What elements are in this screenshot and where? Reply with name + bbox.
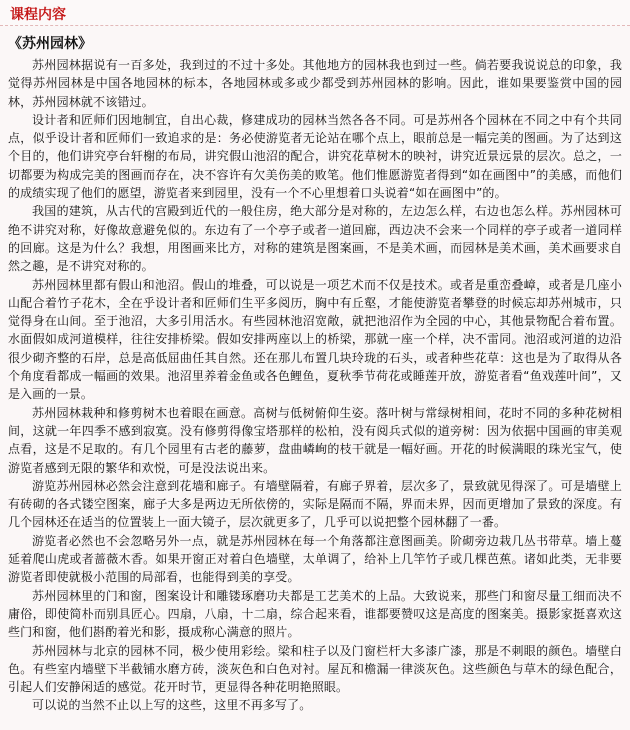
paragraph: 游览苏州园林必然会注意到花墙和廊子。有墙壁隔着，有廊子界着，层次多了，景致就见得深了。可是墙壁上有砖砌的各式镂空图案，廊子大多是两边无所依傍的，实际是隔而不隔，界而未界，因而更增加了景致的深度。有几个园林还在适当的位置装上一面大镜子，层次就更多了，几乎可以说把整个园林翻了一番。 xyxy=(8,478,622,530)
article xyxy=(0,26,630,715)
paragraph: 苏州园林里的门和窗，图案设计和雕镂琢磨功夫都是工艺美术的上品。大致说来，那些门和窗尽量工细而决不庸俗，即使简朴而别具匠心。四扇，八扇，十二扇，综合起来看，谁都要赞叹这是高度的图案美。摄影家挺喜欢这些门和窗，他们斟酌着光和影，摄成称心满意的照片。 xyxy=(8,588,622,640)
paragraph: 可以说的当然不止以上写的这些，这里不再多写了。 xyxy=(32,698,312,713)
paragraph: 设计者和匠师们因地制宜，自出心裁，修建成功的园林当然各各不同。可是苏州各个园林在不同之中有个共同点，似乎设计者和匠师们一致追求的是：务必使游览者无论站在哪个点上，眼前总是一幅完美的图画。为了达到这个目的，他们讲究亭台轩榭的布局，讲究假山池沼的配合，讲究花草树木的映衬，讲究近景远景的层次。总之，一切都要为构成完美的图画而存在，决不容许有欠美伤美的败笔。他们惟愿游览者得到“如在画图中”的美感，而他们的成绩实现了他们的愿望，游览者来到园里，没有一个不心里想着口头说着“如在画图中”的。 xyxy=(8,112,622,201)
paragraph: 苏州园林栽种和修剪树木也着眼在画意。高树与低树俯仰生姿。落叶树与常绿树相间，花时不同的多种花树相间，这就一年四季不感到寂寞。没有修剪得像宝塔那样的松柏，没有阅兵式似的道旁树：因为依据中国画的审美观点看，这是不足取的。有几个园里有古老的藤萝，盘曲嶙峋的枝干就是一幅好画。开花的时候满眼的珠光宝气，使游览者感到无限的繁华和欢悦，可是没法说出来。 xyxy=(8,405,622,475)
paragraph: 苏州园林据说有一百多处，我到过的不过十多处。其他地方的园林我也到过一些。倘若要我说说总的印象，我觉得苏州园林是中国各地园林的标本，各地园林或多或少都受到苏州园林的影响。因此，谁如果要鉴赏中国的园林，苏州园林就不该错过。 xyxy=(8,58,622,109)
paragraph: 苏州园林与北京的园林不同，极少使用彩绘。梁和柱子以及门窗栏杆大多漆广漆，那是不刺眼的颜色。墙壁白色。有些室内墙壁下半截铺水磨方砖，淡灰色和白色对衬。屋瓦和檐漏一律淡灰色。这些颜色与草木的绿色配合，引起人们安静闲适的感觉。花开时节，更显得各种花明艳照眼。 xyxy=(8,643,622,695)
paragraph: 我国的建筑，从古代的宫殿到近代的一般住房，绝大部分是对称的，左边怎么样，右边也怎么样。苏州园林可绝不讲究对称，好像故意避免似的。东边有了一个亭子或者一道回廊，西边决不会来一个同样的亭子或者一道同样的回廊。这是为什么？我想，用图画来比方，对称的建筑是图案画，不是美术画，而园林是美术画，美术画要求自然之趣，是不讲究对称的。 xyxy=(8,204,622,274)
article-title: 《苏州园林》 xyxy=(8,36,92,52)
paragraph: 苏州园林里都有假山和池沼。假山的堆叠，可以说是一项艺术而不仅是技术。或者是重峦叠嶂，或者是几座小山配合着竹子花木，全在乎设计者和匠师们生平多阅历，胸中有丘壑，才能使游览者攀登的时候忘却苏州城市，只觉得身在山间。至于池沼，大多引用活水。有些园林池沼宽敞，就把池沼作为全园的中心，其他景物配合着布置。水面假如成河道模样，往往安排桥梁。假如安排两座以上的桥梁，那就一座一个样，决不雷同。池沼或河道的边沿很少砌齐整的石岸，总是高低屈曲任其自然。还在那儿布置几块玲珑的石头，或者种些花草：这也是为了取得从各个角度看都成一幅画的效果。池沼里养着金鱼或各色鲤鱼，夏秋季节荷花或睡莲开放，游览者看“鱼戏莲叶间”，又是入画的一景。 xyxy=(8,277,622,402)
paragraph: 游览者必然也不会忽略另外一点，就是苏州园林在每一个角落都注意图画美。阶砌旁边栽几丛书带草。墙上蔓延着爬山虎或者蔷薇木香。如果开窗正对着白色墙壁，太单调了，给补上几竿竹子或几棵芭蕉。诸如此类，无非要游览者即使就极小范围的局部看，也能得到美的享受。 xyxy=(8,533,622,585)
section-header xyxy=(0,0,630,26)
section-title: 课程内容 xyxy=(10,7,66,23)
